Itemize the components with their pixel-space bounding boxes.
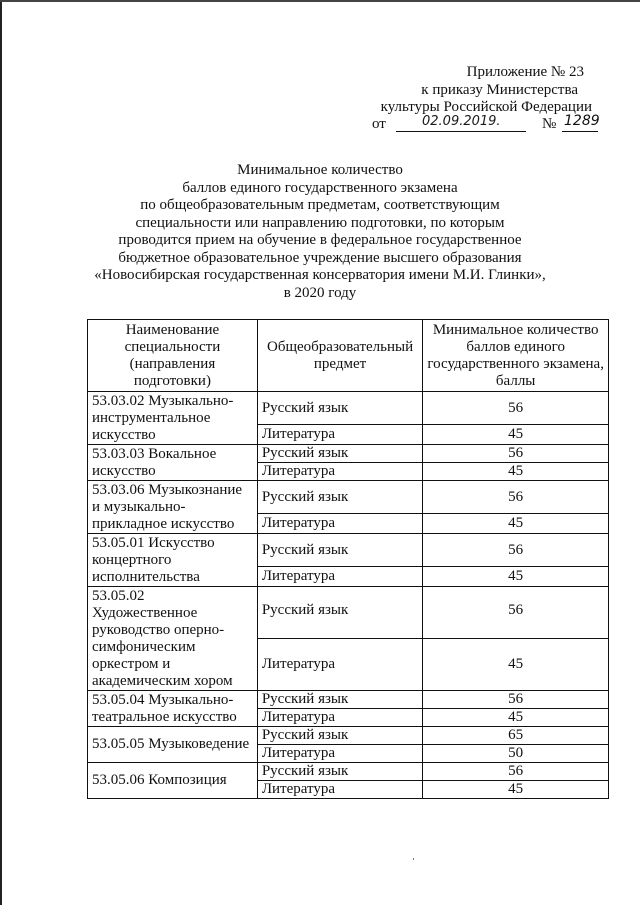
title-line: баллов единого государственного экзамена (182, 179, 458, 196)
annex-order-ref: к приказу Министерства (421, 81, 578, 98)
header-min-score: Минимальное количество баллов единого государственного экзамена, баллы (423, 320, 609, 392)
order-number-label: № (542, 116, 557, 132)
subject-cell: Русский язык (257, 587, 422, 639)
score-cell: 45 (423, 425, 609, 445)
table-row (88, 481, 609, 514)
subject-cell: Русский язык (257, 763, 422, 781)
table-row (88, 392, 609, 425)
document-title (80, 162, 560, 302)
number-underline (562, 131, 598, 132)
subject-cell: Литература (257, 781, 422, 799)
title-line: проводится прием на обучение в федеральное государственное (118, 232, 522, 248)
page-top-edge (0, 0, 640, 2)
page-left-edge (0, 0, 2, 905)
score-cell: 56 (423, 691, 609, 709)
subject-cell: Русский язык (257, 727, 422, 745)
subject-cell: Литература (257, 514, 422, 534)
subject-cell: Литература (257, 709, 422, 727)
score-cell: 50 (423, 745, 609, 763)
table-row (88, 763, 609, 781)
score-cell: 45 (423, 567, 609, 587)
table-row (88, 587, 609, 639)
subject-cell: Литература (257, 463, 422, 481)
score-cell: 45 (423, 781, 609, 799)
specialty-cell: 53.03.02 Музыкально-инструментальное искусство (88, 392, 258, 445)
order-from-label: от (372, 116, 386, 132)
header-specialty: Наименование специальности (направления подготовки) (88, 320, 258, 392)
annex-number: Приложение № 23 (466, 64, 584, 80)
table-row (88, 691, 609, 709)
title-line: бюджетное образовательное учреждение высшего образования (118, 249, 522, 266)
title-line: по общеобразовательным предметам, соответствующим (140, 197, 500, 213)
score-cell: 45 (423, 639, 609, 691)
score-table (87, 319, 609, 799)
score-cell: 56 (423, 534, 609, 567)
subject-cell: Русский язык (257, 392, 422, 425)
table-row (88, 534, 609, 567)
order-date: 02.09.2019. (422, 114, 501, 129)
subject-cell: Литература (257, 639, 422, 691)
score-cell: 45 (423, 463, 609, 481)
title-line: Минимальное количество (237, 162, 403, 178)
title-line: «Новосибирская государственная консерватория имени М.И. Глинки», (94, 267, 546, 283)
specialty-cell: 53.03.06 Музыкознание и музыкально-прикладное искусство (88, 481, 258, 534)
title-line: в 2020 году (283, 284, 357, 301)
subject-cell: Русский язык (257, 481, 422, 514)
subject-cell: Литература (257, 745, 422, 763)
subject-cell: Русский язык (257, 534, 422, 567)
specialty-cell: 53.05.06 Композиция (88, 763, 258, 799)
subject-cell: Русский язык (257, 445, 422, 463)
order-number: 1289 (564, 113, 600, 129)
specialty-cell: 53.05.05 Музыковедение (88, 727, 258, 763)
subject-cell: Литература (257, 425, 422, 445)
score-cell: 56 (423, 587, 609, 639)
score-cell: 45 (423, 514, 609, 534)
header-subject: Общеобразовательный предмет (257, 320, 422, 392)
score-cell: 56 (423, 445, 609, 463)
subject-cell: Русский язык (257, 691, 422, 709)
subject-cell: Литература (257, 567, 422, 587)
table-row (88, 445, 609, 463)
table-row (88, 727, 609, 745)
specialty-cell: 53.05.04 Музыкально-театральное искусство (88, 691, 258, 727)
scan-speck (413, 858, 414, 860)
score-cell: 56 (423, 763, 609, 781)
specialty-cell: 53.05.01 Искусство концертного исполнительства (88, 534, 258, 587)
score-cell: 45 (423, 709, 609, 727)
date-underline (396, 131, 526, 132)
annex-header (362, 64, 592, 117)
score-cell: 56 (423, 392, 609, 425)
annex-ministry: культуры Российской Федерации (380, 99, 592, 115)
table-header-row (88, 320, 609, 392)
score-cell: 56 (423, 481, 609, 514)
specialty-cell: 53.03.03 Вокальное искусство (88, 445, 258, 481)
score-cell: 65 (423, 727, 609, 745)
specialty-cell: 53.05.02 Художественное руководство оперно-симфоническим оркестром и академическим хором (88, 587, 258, 691)
title-line: специальности или направлению подготовки, по которым (135, 214, 505, 231)
